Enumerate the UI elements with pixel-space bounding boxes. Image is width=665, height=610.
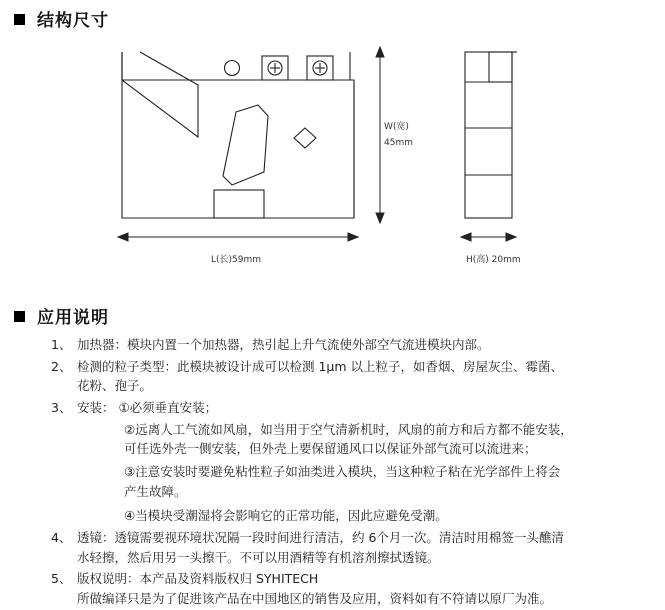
square-bullet-icon — [14, 311, 25, 322]
usage-item-3-sub-3: ③注意安装时要避免粘性粒子如油类进入模块，当这种粒子粘在光学部件上将会 — [124, 464, 561, 479]
height-label: H(高) 20mm — [466, 255, 521, 265]
heater-shape — [122, 52, 198, 137]
height-dimension — [461, 233, 516, 241]
length-label: L(长)59mm — [211, 255, 262, 265]
usage-item-2-text: 检测的粒子类型：此模块被设计成可以检测 1μm 以上粒子，如香烟、房屋灰尘、霉菌、 — [77, 359, 564, 374]
usage-item-5-num: 5、 — [51, 571, 72, 586]
round-hole — [225, 61, 240, 76]
connector — [214, 190, 264, 218]
usage-item-4-text: 透镜：透镜需要视环境状况隔一段时间进行清洁，约 6个月一次。清洁时用棉签一头醮清 — [77, 530, 564, 545]
usage-item-3-sub-5: ④当模块受潮湿将会影响它的正常功能，因此应避免受潮。 — [124, 508, 448, 523]
usage-item-3-text: 安装： ①必须垂直安装； — [77, 400, 218, 415]
usage-item-3-sub-1: ②远离人工气流如风扇，如当用于空气清新机时，风扇的前方和后方都不能安装， — [124, 422, 573, 437]
usage-item-1-text: 加热器：模块内置一个加热器，热引起上升气流使外部空气流进模块内部。 — [77, 337, 490, 352]
usage-item-2-num: 2、 — [51, 359, 72, 374]
usage-item-3-sub-2: 可任选外壳一侧安装，但外壳上要保留通风口以保证外部气流可以流进来； — [124, 441, 537, 456]
usage-item-4-num: 4、 — [51, 530, 72, 545]
usage-item-1-num: 1、 — [51, 337, 72, 352]
section-title-structure: 结构尺寸 — [37, 11, 109, 31]
section-heading-usage — [14, 303, 109, 328]
front-view — [122, 52, 354, 218]
width-value: 45mm — [384, 138, 413, 148]
usage-item-5-cont: 所做编译只是为了促进该产品在中国地区的销售及应用，资料如有不符请以原厂为准。 — [77, 591, 553, 606]
width-dimension — [376, 47, 384, 223]
usage-item-2-cont: 花粉、孢子。 — [77, 378, 153, 393]
lens-window — [223, 105, 268, 185]
dimension-drawing — [0, 0, 665, 300]
usage-item-3-sub-4: 产生故障。 — [124, 484, 187, 499]
side-view — [465, 52, 517, 218]
length-dimension — [118, 233, 358, 241]
usage-item-5-text: 版权说明：本产品及资料版权归 SYHITECH — [77, 571, 319, 586]
width-label: W(宽) — [384, 122, 409, 132]
usage-item-3-num: 3、 — [51, 400, 72, 415]
diamond-opening — [294, 128, 316, 148]
front-view-outline — [122, 52, 354, 218]
section-title-usage: 应用说明 — [37, 308, 109, 328]
usage-item-4-cont: 水轻擦，然后用另一头擦干。不可以用酒精等有机溶剂擦拭透镜。 — [77, 550, 440, 565]
